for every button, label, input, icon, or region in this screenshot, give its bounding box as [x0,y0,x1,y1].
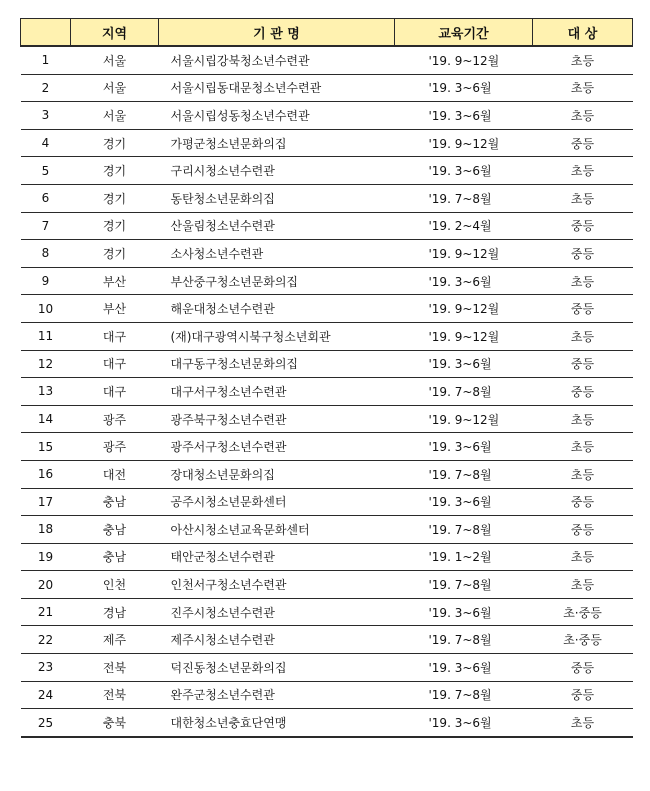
row-region: 대구 [71,378,159,406]
row-institution-name: 가평군청소년문화의집 [159,129,395,157]
row-institution-name: 덕진동청소년문화의집 [159,654,395,682]
row-number: 8 [21,240,71,268]
row-target: 중등 [533,295,633,323]
row-education-period: '19. 3~6월 [395,267,533,295]
table-row [21,488,633,516]
table-row [21,516,633,544]
row-institution-name: 구리시청소년수련관 [159,157,395,185]
row-institution-name: 장대청소년문화의집 [159,460,395,488]
row-number: 4 [21,129,71,157]
row-institution-name: 서울시립성동청소년수련관 [159,102,395,130]
row-target: 초등 [533,709,633,737]
row-target: 초등 [533,267,633,295]
row-institution-name: 공주시청소년문화센터 [159,488,395,516]
row-number: 18 [21,516,71,544]
table-row [21,350,633,378]
row-region: 서울 [71,46,159,74]
row-number: 7 [21,212,71,240]
row-number: 14 [21,405,71,433]
row-education-period: '19. 3~6월 [395,74,533,102]
row-target: 초·중등 [533,626,633,654]
row-education-period: '19. 9~12월 [395,405,533,433]
table-row [21,157,633,185]
row-education-period: '19. 3~6월 [395,654,533,682]
row-target: 초등 [533,74,633,102]
row-number: 12 [21,350,71,378]
row-education-period: '19. 9~12월 [395,240,533,268]
row-target: 중등 [533,240,633,268]
table-row [21,571,633,599]
row-number: 1 [21,46,71,74]
row-region: 서울 [71,102,159,130]
table-row [21,626,633,654]
row-target: 초등 [533,322,633,350]
row-education-period: '19. 7~8월 [395,571,533,599]
row-region: 충남 [71,543,159,571]
row-region: 경기 [71,157,159,185]
header-target: 대 상 [533,19,633,47]
header-education-period: 교육기간 [395,19,533,47]
row-target: 중등 [533,681,633,709]
table-row [21,129,633,157]
row-number: 3 [21,102,71,130]
row-region: 전북 [71,681,159,709]
row-number: 22 [21,626,71,654]
row-target: 초등 [533,405,633,433]
row-number: 10 [21,295,71,323]
row-institution-name: 소사청소년수련관 [159,240,395,268]
table-row [21,433,633,461]
institution-table-container [20,18,632,738]
row-education-period: '19. 3~6월 [395,350,533,378]
row-education-period: '19. 7~8월 [395,460,533,488]
row-institution-name: 해운대청소년수련관 [159,295,395,323]
row-target: 중등 [533,516,633,544]
row-education-period: '19. 3~6월 [395,157,533,185]
row-education-period: '19. 7~8월 [395,626,533,654]
row-region: 경기 [71,129,159,157]
table-row [21,267,633,295]
row-target: 중등 [533,488,633,516]
table-row [21,46,633,74]
row-education-period: '19. 2~4월 [395,212,533,240]
row-education-period: '19. 1~2월 [395,543,533,571]
row-target: 초등 [533,543,633,571]
row-region: 서울 [71,74,159,102]
row-region: 경남 [71,598,159,626]
row-number: 5 [21,157,71,185]
row-region: 경기 [71,184,159,212]
row-institution-name: 광주서구청소년수련관 [159,433,395,461]
row-institution-name: 제주시청소년수련관 [159,626,395,654]
row-region: 광주 [71,405,159,433]
row-target: 초등 [533,433,633,461]
row-institution-name: 아산시청소년교육문화센터 [159,516,395,544]
row-number: 19 [21,543,71,571]
row-number: 20 [21,571,71,599]
row-region: 전북 [71,654,159,682]
table-body [21,46,633,737]
row-number: 21 [21,598,71,626]
row-institution-name: 완주군청소년수련관 [159,681,395,709]
row-region: 대전 [71,460,159,488]
row-target: 초등 [533,571,633,599]
row-institution-name: 서울시립동대문청소년수련관 [159,74,395,102]
row-institution-name: 부산중구청소년문화의집 [159,267,395,295]
row-target: 초등 [533,184,633,212]
row-target: 초등 [533,102,633,130]
row-education-period: '19. 3~6월 [395,488,533,516]
row-number: 2 [21,74,71,102]
row-institution-name: 태안군청소년수련관 [159,543,395,571]
row-education-period: '19. 3~6월 [395,598,533,626]
row-region: 대구 [71,322,159,350]
row-number: 16 [21,460,71,488]
row-education-period: '19. 7~8월 [395,681,533,709]
row-institution-name: 진주시청소년수련관 [159,598,395,626]
row-institution-name: 광주북구청소년수련관 [159,405,395,433]
row-target: 초등 [533,46,633,74]
row-region: 부산 [71,295,159,323]
row-education-period: '19. 9~12월 [395,322,533,350]
row-number: 24 [21,681,71,709]
row-number: 23 [21,654,71,682]
row-number: 25 [21,709,71,737]
row-target: 중등 [533,350,633,378]
row-region: 부산 [71,267,159,295]
row-target: 초·중등 [533,598,633,626]
row-institution-name: 대한청소년충효단연맹 [159,709,395,737]
table-row [21,598,633,626]
table-row [21,322,633,350]
table-header-row [21,19,633,47]
row-institution-name: 대구서구청소년수련관 [159,378,395,406]
table-row [21,709,633,737]
table-row [21,212,633,240]
row-region: 대구 [71,350,159,378]
row-education-period: '19. 7~8월 [395,184,533,212]
header-region: 지역 [71,19,159,47]
header-number [21,19,71,47]
table-row [21,295,633,323]
row-number: 11 [21,322,71,350]
row-target: 초등 [533,460,633,488]
row-region: 충북 [71,709,159,737]
row-institution-name: 인천서구청소년수련관 [159,571,395,599]
row-region: 제주 [71,626,159,654]
row-education-period: '19. 9~12월 [395,295,533,323]
row-region: 경기 [71,240,159,268]
row-education-period: '19. 7~8월 [395,378,533,406]
table-row [21,240,633,268]
row-institution-name: 동탄청소년문화의집 [159,184,395,212]
table-row [21,405,633,433]
row-education-period: '19. 3~6월 [395,709,533,737]
row-target: 중등 [533,129,633,157]
row-region: 경기 [71,212,159,240]
row-institution-name: (재)대구광역시북구청소년회관 [159,322,395,350]
row-education-period: '19. 9~12월 [395,46,533,74]
table-row [21,460,633,488]
row-education-period: '19. 9~12월 [395,129,533,157]
table-row [21,74,633,102]
table-row [21,543,633,571]
table-row [21,378,633,406]
row-target: 중등 [533,212,633,240]
row-region: 충남 [71,516,159,544]
row-number: 9 [21,267,71,295]
row-number: 6 [21,184,71,212]
row-institution-name: 서울시립강북청소년수련관 [159,46,395,74]
header-institution-name: 기 관 명 [159,19,395,47]
row-education-period: '19. 7~8월 [395,516,533,544]
row-target: 중등 [533,654,633,682]
row-education-period: '19. 3~6월 [395,102,533,130]
table-row [21,102,633,130]
row-region: 충남 [71,488,159,516]
table-row [21,184,633,212]
table-row [21,681,633,709]
row-target: 중등 [533,378,633,406]
row-education-period: '19. 3~6월 [395,433,533,461]
table-row [21,654,633,682]
row-number: 13 [21,378,71,406]
row-region: 광주 [71,433,159,461]
row-number: 17 [21,488,71,516]
row-institution-name: 대구동구청소년문화의집 [159,350,395,378]
row-number: 15 [21,433,71,461]
institution-table [20,18,633,738]
row-institution-name: 산울림청소년수련관 [159,212,395,240]
row-target: 초등 [533,157,633,185]
row-region: 인천 [71,571,159,599]
